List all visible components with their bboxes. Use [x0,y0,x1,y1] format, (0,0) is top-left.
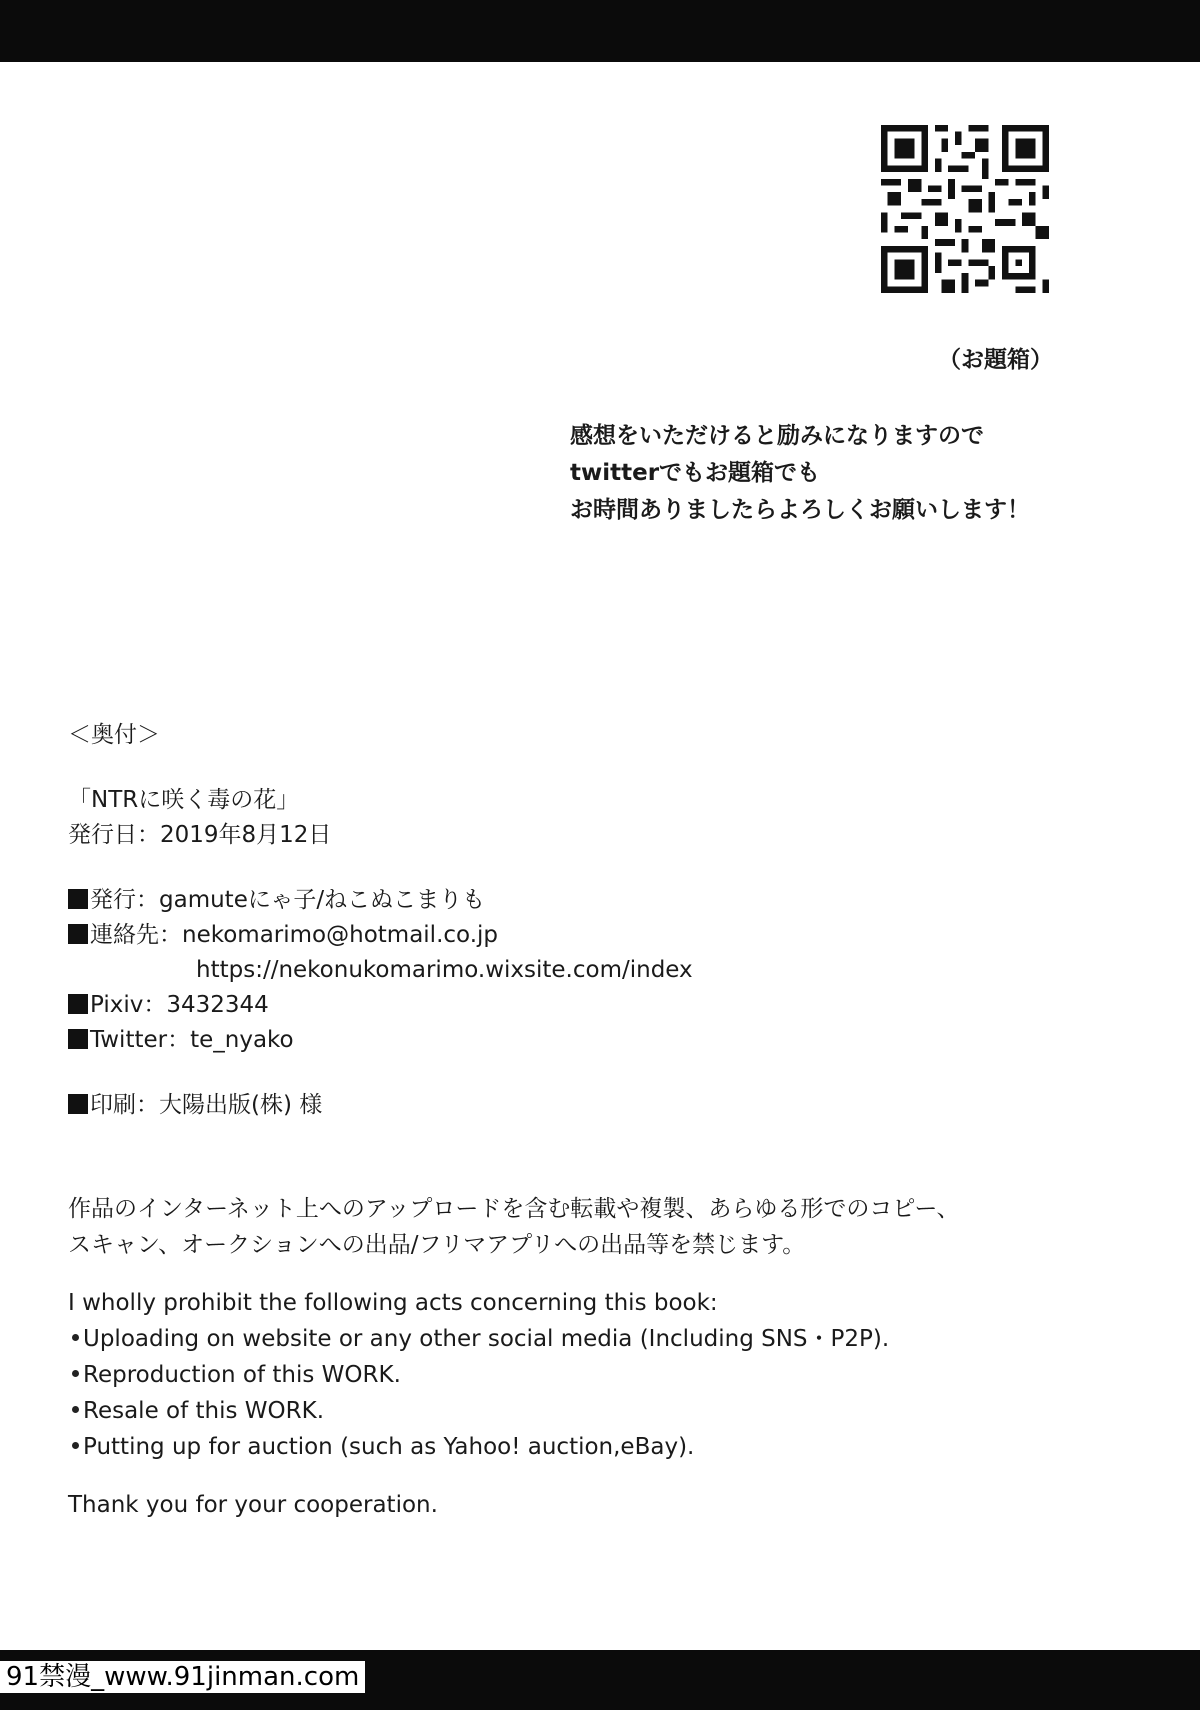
twitter-row [68,1023,1128,1058]
printer: 印刷：大陽出版(株) 様 [90,1092,323,1118]
bullet-square-icon [68,1029,88,1049]
notice-jp-line: 作品のインターネット上へのアップロードを含む転載や複製、あらゆる形でのコピー、 [68,1196,960,1222]
site-watermark: 91禁漫_www.91jinman.com [0,1661,365,1693]
publisher-row [68,883,1128,918]
bullet-square-icon [68,1094,88,1114]
message-line: お時間ありましたらよろしくお願いします！ [570,497,1030,523]
twitter-handle: Twitter：te_nyako [90,1027,294,1053]
message-line: 感想をいただけると励みになりますので [570,423,984,449]
bullet-dot-icon [72,1370,79,1377]
notice-en-item: Resale of this WORK. [68,1393,1128,1429]
notice-en-item: Reproduction of this WORK. [68,1357,1128,1393]
pixiv-id: Pixiv：3432344 [90,992,269,1018]
publisher: 発行：gamuteにゃ子/ねこぬこまりも [90,887,486,913]
bullet-square-icon [68,994,88,1014]
contact-url: https://nekonukomarimo.wixsite.com/index [196,957,693,983]
printer-row [68,1088,1128,1123]
book-title: 「NTRに咲く毒の花」 [68,787,300,813]
copyright-notice [68,1191,1128,1523]
pixiv-row [68,988,1128,1023]
message-line: twitterでもお題箱でも [570,460,821,486]
notice-jp-line: スキャン、オークションへの出品/フリマアプリへの出品等を禁じます。 [68,1232,806,1258]
bullet-dot-icon [72,1334,79,1341]
issue-date: 発行日：2019年8月12日 [68,822,332,848]
top-border [0,0,1200,62]
bullet-square-icon [68,889,88,909]
qr-code-icon [880,125,1050,293]
notice-en-item: Uploading on website or any other social media (Including SNS・P2P). [68,1321,1128,1357]
notice-en-item: Putting up for auction (such as Yahoo! auction,eBay). [68,1429,1128,1465]
qr-caption: （お題箱） [938,347,1053,373]
colophon-heading: ＜奥付＞ [68,722,160,748]
bullet-dot-icon [72,1442,79,1449]
notice-thanks: Thank you for your cooperation. [68,1492,438,1518]
bullet-square-icon [68,924,88,944]
bullet-dot-icon [72,1406,79,1413]
contact-email: 連絡先：nekomarimo@hotmail.co.jp [90,922,498,948]
contact-row [68,918,1128,953]
thanks-message [570,418,1090,529]
notice-en-intro: I wholly prohibit the following acts concerning this book: [68,1290,718,1316]
colophon [68,718,1128,1523]
